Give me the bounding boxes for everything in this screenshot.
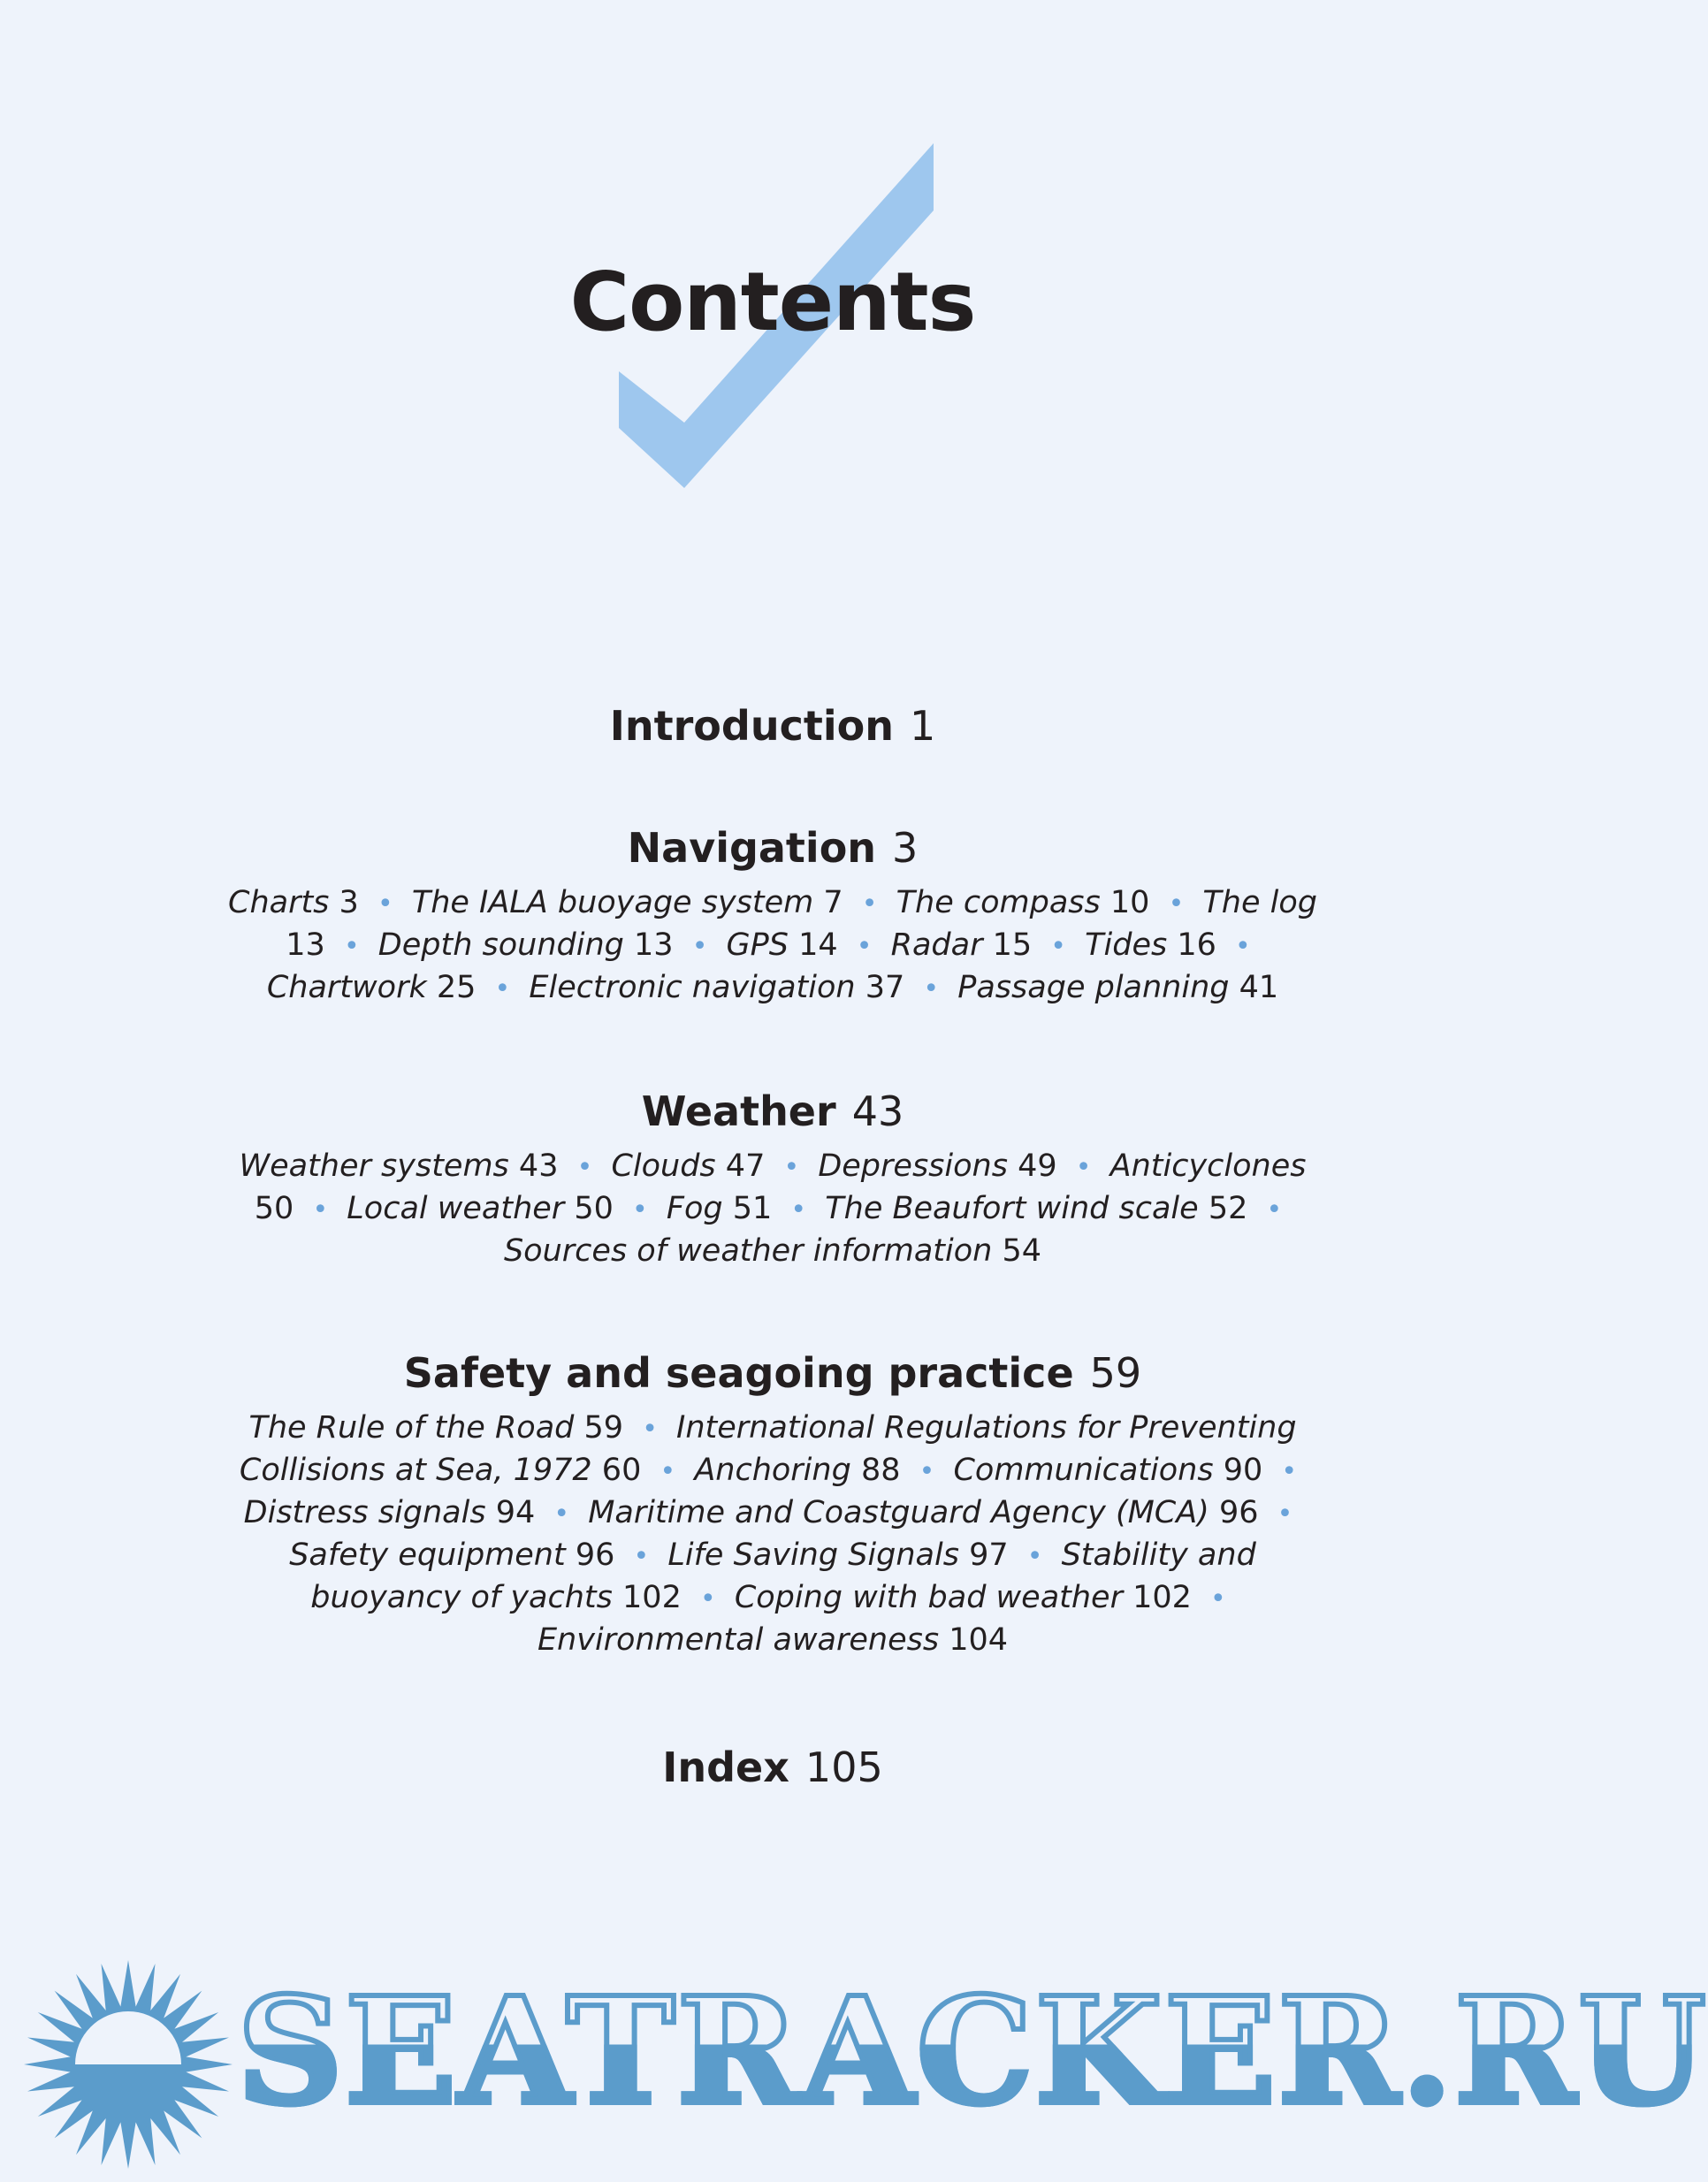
toc-entry[interactable] bbox=[588, 1495, 1258, 1530]
toc-entry-page-number: 51 bbox=[722, 1191, 773, 1226]
toc-entry-page-number: 97 bbox=[958, 1537, 1009, 1573]
toc-entry-page-number: 10 bbox=[1100, 885, 1150, 920]
toc-entry[interactable] bbox=[611, 1148, 765, 1184]
toc-entry[interactable] bbox=[896, 885, 1150, 920]
toc-entry-page-number: 37 bbox=[855, 970, 905, 1005]
toc-entry-title: Chartwork bbox=[266, 970, 427, 1005]
toc-entry-page-number: 16 bbox=[1167, 927, 1216, 963]
toc-entry[interactable] bbox=[1085, 927, 1216, 963]
toc-entry-title: Safety equipment bbox=[289, 1537, 566, 1573]
bullet-separator: • bbox=[856, 931, 873, 962]
toc-entry[interactable] bbox=[347, 1191, 614, 1226]
bullet-separator: • bbox=[576, 1152, 593, 1183]
bullet-separator: • bbox=[1168, 889, 1185, 919]
toc-entry-page-number: 59 bbox=[574, 1410, 624, 1446]
toc-entry-title: Anchoring bbox=[694, 1453, 851, 1488]
toc-entry-title: Coping with bad weather bbox=[734, 1580, 1123, 1615]
toc-entry-page-number: 54 bbox=[992, 1233, 1042, 1269]
toc-entry[interactable] bbox=[244, 1495, 536, 1530]
section-title: Weather bbox=[641, 1087, 836, 1135]
bullet-separator: • bbox=[642, 1414, 658, 1445]
toc-entry-page-number: 50 bbox=[254, 1191, 294, 1226]
bullet-separator: • bbox=[861, 889, 878, 919]
toc-entry-title: Environmental awareness bbox=[537, 1622, 940, 1658]
watermark-text: SEATRACKER.RU bbox=[237, 1965, 1708, 2138]
toc-entry-title: International Regulations for Preventing Collisions at Sea, 1972 bbox=[239, 1410, 1297, 1488]
toc-entry-title: Fog bbox=[666, 1191, 723, 1226]
toc-entry-title: GPS bbox=[726, 927, 789, 963]
toc-section-introduction bbox=[0, 698, 1545, 753]
section-title: Index bbox=[662, 1743, 789, 1791]
toc-entry-page-number: 96 bbox=[565, 1537, 615, 1573]
toc-entry-title: Weather systems bbox=[239, 1148, 509, 1184]
section-entries bbox=[216, 882, 1330, 1010]
toc-entry-title: The IALA buoyage system bbox=[411, 885, 814, 920]
section-page-number: 3 bbox=[892, 824, 919, 872]
toc-entry[interactable] bbox=[667, 1537, 1008, 1573]
toc-entry[interactable] bbox=[667, 1191, 772, 1226]
toc-entry-page-number: 94 bbox=[485, 1495, 536, 1530]
toc-entry-page-number: 13 bbox=[623, 927, 674, 963]
toc-entry[interactable] bbox=[891, 927, 1033, 963]
toc-entry-title: Depth sounding bbox=[377, 927, 624, 963]
toc-entry-title: Radar bbox=[890, 927, 983, 963]
bullet-separator: • bbox=[633, 1541, 650, 1572]
bullet-separator: • bbox=[1075, 1152, 1092, 1183]
toc-entry-title: Life Saving Signals bbox=[667, 1537, 959, 1573]
toc-entry-title: The Rule of the Road bbox=[248, 1410, 575, 1446]
bullet-separator: • bbox=[343, 931, 360, 962]
section-heading[interactable] bbox=[0, 1346, 1545, 1400]
toc-entry-page-number: 88 bbox=[850, 1453, 901, 1488]
toc-section-weather bbox=[0, 1084, 1545, 1271]
toc-entry-page-number: 41 bbox=[1229, 970, 1279, 1005]
section-heading[interactable] bbox=[0, 698, 1545, 753]
toc-entry-title: Depressions bbox=[818, 1148, 1008, 1184]
bullet-separator: • bbox=[1210, 1583, 1226, 1614]
toc-entry[interactable] bbox=[818, 1148, 1056, 1184]
toc-entry[interactable] bbox=[267, 970, 477, 1005]
section-title: Navigation bbox=[627, 824, 877, 872]
bullet-separator: • bbox=[632, 1194, 648, 1225]
toc-entry[interactable] bbox=[957, 970, 1278, 1005]
toc-entry-page-number: 43 bbox=[508, 1148, 559, 1184]
table-of-contents bbox=[0, 698, 1545, 1795]
toc-entry-title: Sources of weather information bbox=[503, 1233, 993, 1269]
toc-entry-page-number: 96 bbox=[1209, 1495, 1259, 1530]
toc-entry-title: The Beaufort wind scale bbox=[825, 1191, 1199, 1226]
bullet-separator: • bbox=[923, 973, 940, 1004]
toc-entry[interactable] bbox=[248, 1410, 623, 1446]
bullet-separator: • bbox=[312, 1194, 329, 1225]
toc-entry[interactable] bbox=[727, 927, 838, 963]
toc-section-index bbox=[0, 1740, 1545, 1795]
toc-entry[interactable] bbox=[412, 885, 843, 920]
section-heading[interactable] bbox=[0, 1740, 1545, 1795]
toc-entry-page-number: 13 bbox=[286, 927, 325, 963]
toc-entry-page-number: 14 bbox=[788, 927, 838, 963]
toc-entry[interactable] bbox=[953, 1453, 1262, 1488]
bullet-separator: • bbox=[1235, 931, 1251, 962]
toc-entry-page-number: 60 bbox=[591, 1453, 642, 1488]
section-page-number: 105 bbox=[804, 1743, 883, 1791]
bullet-separator: • bbox=[790, 1194, 807, 1225]
toc-entry-title: Charts bbox=[228, 885, 330, 920]
toc-entry[interactable] bbox=[289, 1537, 614, 1573]
section-page-number: 1 bbox=[909, 702, 936, 750]
toc-entry[interactable] bbox=[735, 1580, 1192, 1615]
section-heading[interactable] bbox=[0, 1084, 1545, 1139]
toc-entry-title: Stability and buoyancy of yachts bbox=[310, 1537, 1256, 1615]
toc-entry-title: Tides bbox=[1085, 927, 1168, 963]
bullet-separator: • bbox=[377, 889, 393, 919]
bullet-separator: • bbox=[1277, 1499, 1293, 1530]
toc-entry[interactable] bbox=[825, 1191, 1247, 1226]
toc-entry-title: Communications bbox=[953, 1453, 1214, 1488]
toc-entry-page-number: 102 bbox=[612, 1580, 682, 1615]
section-entries bbox=[216, 1146, 1330, 1271]
toc-entry[interactable] bbox=[529, 970, 904, 1005]
toc-entry-page-number: 50 bbox=[564, 1191, 614, 1226]
section-page-number: 59 bbox=[1089, 1349, 1142, 1397]
toc-entry-page-number: 49 bbox=[1007, 1148, 1057, 1184]
toc-section-safety bbox=[0, 1346, 1545, 1660]
bullet-separator: • bbox=[553, 1499, 570, 1530]
toc-entry-page-number: 7 bbox=[813, 885, 843, 920]
section-heading[interactable] bbox=[0, 820, 1545, 875]
page-title: Contents bbox=[569, 255, 976, 349]
toc-entry-page-number: 104 bbox=[939, 1622, 1009, 1658]
toc-entry-page-number: 15 bbox=[982, 927, 1033, 963]
bullet-separator: • bbox=[494, 973, 511, 1004]
toc-entry-title: Local weather bbox=[347, 1191, 565, 1226]
toc-entry[interactable] bbox=[538, 1622, 1008, 1658]
toc-entry[interactable] bbox=[504, 1233, 1041, 1269]
toc-entry-title: The compass bbox=[896, 885, 1101, 920]
section-page-number: 43 bbox=[851, 1087, 904, 1135]
toc-entry-page-number: 47 bbox=[715, 1148, 766, 1184]
section-title: Introduction bbox=[609, 702, 894, 750]
sun-icon bbox=[27, 1954, 230, 2175]
toc-entry-title: Electronic navigation bbox=[529, 970, 856, 1005]
toc-section-navigation bbox=[0, 820, 1545, 1010]
bullet-separator: • bbox=[691, 931, 708, 962]
toc-entry[interactable] bbox=[378, 927, 674, 963]
toc-entry-page-number: 3 bbox=[329, 885, 359, 920]
bullet-separator: • bbox=[699, 1583, 716, 1614]
bullet-separator: • bbox=[1266, 1194, 1283, 1225]
bullet-separator: • bbox=[1281, 1456, 1298, 1487]
toc-entry-page-number: 90 bbox=[1213, 1453, 1263, 1488]
bullet-separator: • bbox=[919, 1456, 935, 1487]
toc-entry-title: Clouds bbox=[611, 1148, 716, 1184]
bullet-separator: • bbox=[1050, 931, 1066, 962]
toc-entry-title: The log bbox=[1202, 885, 1317, 920]
section-title: Safety and seagoing practice bbox=[403, 1349, 1074, 1397]
watermark bbox=[0, 1945, 1708, 2182]
toc-entry[interactable] bbox=[228, 885, 359, 920]
toc-entry-page-number: 102 bbox=[1122, 1580, 1192, 1615]
toc-entry-title: Anticyclones bbox=[1109, 1148, 1307, 1184]
toc-entry-title: Passage planning bbox=[957, 970, 1230, 1005]
bullet-separator: • bbox=[783, 1152, 800, 1183]
toc-entry[interactable] bbox=[239, 1148, 558, 1184]
toc-entry-title: Distress signals bbox=[243, 1495, 486, 1530]
toc-entry-page-number: 25 bbox=[426, 970, 477, 1005]
bullet-separator: • bbox=[1026, 1541, 1043, 1572]
bullet-separator: • bbox=[660, 1456, 676, 1487]
toc-entry[interactable] bbox=[694, 1453, 900, 1488]
section-entries bbox=[216, 1408, 1330, 1660]
toc-entry-page-number: 52 bbox=[1198, 1191, 1248, 1226]
toc-entry-title: Maritime and Coastguard Agency (MCA) bbox=[588, 1495, 1209, 1530]
